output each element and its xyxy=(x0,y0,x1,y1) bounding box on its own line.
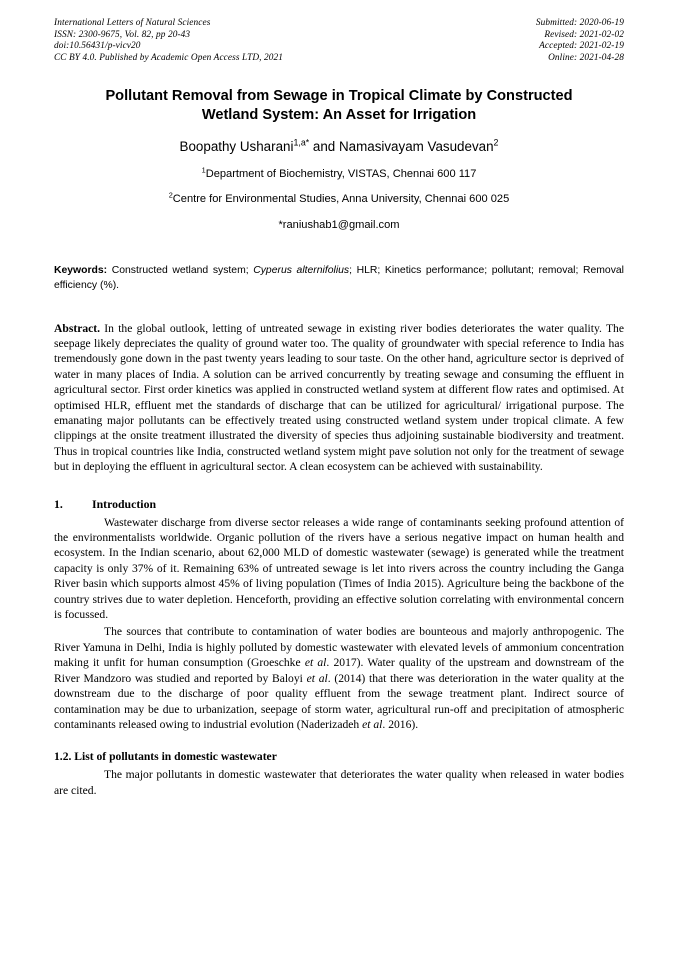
keywords-part-2: ; HLR; Kinetics performance; pollutant; removal; Removal efficiency (%). xyxy=(54,265,624,291)
keywords-part-1: Constructed wetland system; xyxy=(107,265,254,277)
intro-par2-segment-a: The sources that contribute to contamination of water bodies are bounteous and majorly anthropogenic. The River Yamuna in Delhi, India is highly polluted by domestic wastewater with elevated levels of ammonium concentration making it unfit for human consumption (Groeschke xyxy=(54,625,624,670)
corresponding-email[interactable] xyxy=(54,219,624,231)
journal-doi: doi:10.56431/p-vicv20 xyxy=(54,41,141,52)
journal-header-right xyxy=(536,18,624,64)
journal-name: International Letters of Natural Sciences xyxy=(54,18,211,28)
author-1-affiliation-marker: 1,a* xyxy=(293,137,310,148)
date-revised: Revised: 2021-02-02 xyxy=(544,29,624,40)
citation-et-al-3: et al xyxy=(362,717,383,731)
affiliation-1-marker: 1 xyxy=(201,165,206,175)
author-2-affiliation-marker: 2 xyxy=(493,137,499,148)
title-line-2: Wetland System: An Asset for Irrigation xyxy=(201,107,477,124)
abstract-text: In the global outlook, letting of untreated sewage in existing river bodies deteriorates the water quality. The seepage likely depreciates the quality of ground water too. The quality of groundwater with special reference to India has tremendously gone down in the past twenty years leading to sour taste. On the other hand, agriculture sector is deprived of water in many places of India. A solution can be arrived concurrently by treating sewage and consuming the effluent in agricultural sector. First order kinetics was applied in constructed wetland system at different flow rates and optimised. At optimised HLR, effluent met the standards of discharge that can be utilized for agricultural/ irrigational purpose. The emanating major pollutants can be effectively treated using constructed wetland system under tropical climate. A few clippings at the onsite treatment illustrated the diversity of species thus adjoining sustainable biodiversity and treatment. Thus in tropical countries like India, constructed wetland system might pave solution not only for the treatment of sewage but in deploying the effluent in agricultural sector. A clean ecosystem can be achieved with sustainability. xyxy=(54,321,624,474)
section-number: 1. xyxy=(54,496,63,511)
abstract-label: Abstract. xyxy=(54,321,101,335)
citation-et-al-1: et al xyxy=(304,656,327,670)
date-online: Online: 2021-04-28 xyxy=(548,52,624,63)
author-conjunction: and xyxy=(309,139,339,155)
corresponding-email-text: *raniushab1@gmail.com xyxy=(278,219,400,232)
affiliation-1 xyxy=(54,167,624,181)
author-name-1: Boopathy Usharani xyxy=(179,139,294,155)
subsection-heading-list-of-pollutants: 1.2. List of pollutants in domestic wastewater xyxy=(54,750,277,764)
journal-issn: ISSN: 2300-9675, Vol. 82, pp 20-43 xyxy=(54,29,191,40)
subsection-paragraph: The major pollutants in domestic wastewater that deteriorates the water quality when released in water bodies are cited. xyxy=(54,768,624,797)
journal-license: CC BY 4.0. Published by Academic Open Access LTD, 2021 xyxy=(54,52,284,63)
abstract-block xyxy=(54,321,624,475)
title-line-1: Pollutant Removal from Sewage in Tropical Climate by Constructed xyxy=(105,88,573,105)
affiliation-2-text: Centre for Environmental Studies, Anna University, Chennai 600 025 xyxy=(172,193,510,206)
affiliation-2 xyxy=(54,192,624,206)
intro-par2-segment-d: . 2016). xyxy=(382,717,419,731)
section-heading-introduction xyxy=(54,497,624,512)
page-title xyxy=(54,87,624,125)
citation-et-al-2: et al xyxy=(306,671,328,685)
author-list xyxy=(54,138,624,155)
keywords-block xyxy=(54,264,624,293)
date-submitted: Submitted: 2020-06-19 xyxy=(535,18,624,28)
journal-header xyxy=(54,18,624,64)
journal-header-left xyxy=(54,18,283,64)
keywords-label: Keywords: xyxy=(54,265,108,277)
affiliation-2-marker: 2 xyxy=(168,190,173,200)
section-title: Introduction xyxy=(92,496,157,511)
author-name-2: Namasivayam Vasudevan xyxy=(338,139,494,155)
introduction-paragraph-1: Wastewater discharge from diverse sector releases a wide range of contaminants seeking profound attention of the environmentalists worldwide. Organic pollution of the rivers have a serious negative impact on human health and ecosystem. In the Indian scenario, about 62,000 MLD of domestic wastewater (sewage) is generated while the treatment capacity is only 37% of it. Remaining 63% of untreated sewage is let into rivers across the country including the Ganga River basin which supports almost 45% of living population (Times of India 2015). Agriculture being the backbone of the country strives due to water depletion. Henceforth, providing an effective solution correlating with environmental concern is focussed. xyxy=(54,515,624,622)
introduction-paragraph-2 xyxy=(54,624,624,732)
intro-par2-segment-b: . 2017). Water quality of the upstream and downstream of the River Mandzoro was studied and reported by Baloyi xyxy=(54,656,624,685)
date-accepted: Accepted: 2021-02-19 xyxy=(539,41,624,52)
affiliation-1-text: Department of Biochemistry, VISTAS, Chennai 600 117 xyxy=(205,168,477,181)
intro-par2-segment-c: . (2014) that there was deterioration in the water quality at the downstream due to the discharge of poor quality effluent from the sewage treatment plant. Indirect source of contamination may be due to urbanization, seepage of storm water, agricultural run-off and precipitation of atmospheric contaminants released owing to industrial evolution (Naderizadeh xyxy=(54,671,624,731)
keywords-species-name: Cyperus alternifolius xyxy=(253,265,350,277)
